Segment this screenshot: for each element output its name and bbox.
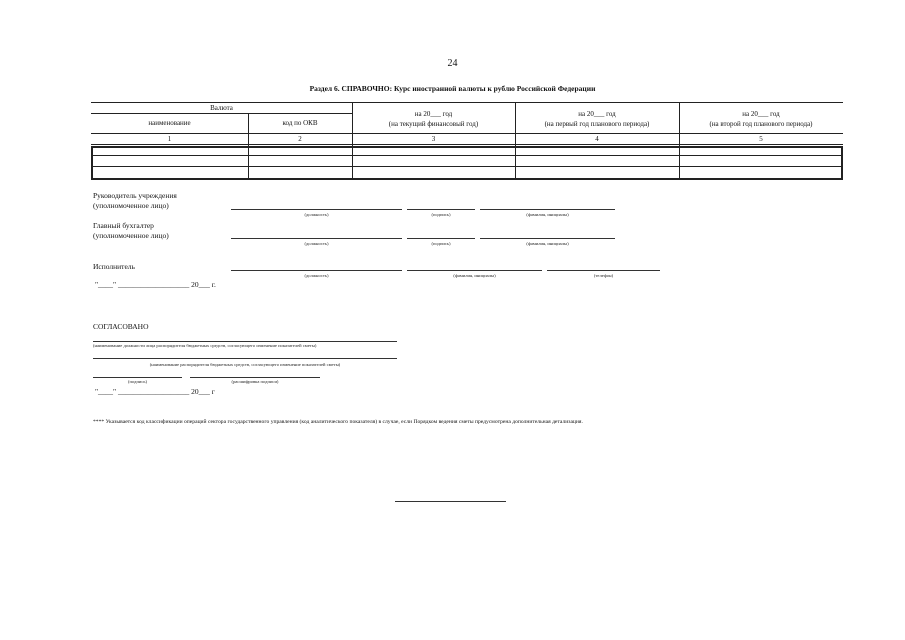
head-position-line[interactable] [231, 209, 402, 210]
accountant-signature-line[interactable] [407, 238, 475, 239]
caption-position: (должность) [304, 241, 329, 246]
approval-title: СОГЛАСОВАНО [93, 322, 149, 331]
caption-name: (фамилия, инициалы) [453, 273, 496, 278]
header-current-year: на 20___ год [414, 110, 453, 118]
column-number: 3 [431, 135, 436, 143]
column-number: 4 [595, 135, 599, 143]
approval-date[interactable]: "____" ___________________ 20___ г [95, 387, 215, 396]
caption-approval-official: (наименование должности лица распорядителя бюджетных средств, согласующего изменение показателей сметы) [93, 343, 317, 348]
head-signature-line[interactable] [407, 209, 475, 210]
accountant-name-line[interactable] [480, 238, 615, 239]
caption-name: (фамилия, инициалы) [526, 212, 569, 217]
executor-position-line[interactable] [231, 270, 402, 271]
head-name-line[interactable] [480, 209, 615, 210]
header-first-plan-year-note: (на первый год планового периода) [544, 120, 650, 128]
caption-position: (должность) [304, 273, 329, 278]
header-second-plan-year: на 20___ год [742, 110, 780, 118]
column-number: 2 [298, 135, 302, 143]
approval-decode-line[interactable] [190, 377, 320, 378]
header-name: наименование [148, 119, 191, 127]
accountant-title: Главный бухгалтер [93, 221, 154, 230]
accountant-position-line[interactable] [231, 238, 402, 239]
caption-signature: (подпись) [431, 212, 451, 217]
column-number: 1 [167, 135, 172, 143]
footnote: **** Указывается код классификации операций сектора государственного управления (код аналитического показателя) в случае, если Порядком ведения сметы предусмотрена дополнительная детализация. [93, 419, 583, 425]
caption-approval-decode: (расшифровка подписи) [231, 379, 279, 384]
head-title: Руководитель учреждения [93, 191, 177, 200]
bottom-divider [395, 501, 506, 502]
caption-approval-signature: (подпись) [127, 379, 148, 384]
page-number: 24 [447, 58, 458, 69]
table-row[interactable] [92, 156, 841, 166]
executor-title: Исполнитель [93, 262, 135, 271]
header-currency: Валюта [210, 104, 233, 112]
section-title: Раздел 6. СПРАВОЧНО: Курс иностранной валюты к рублю Российской Федерации [309, 84, 596, 93]
approval-official-line[interactable] [93, 341, 397, 342]
head-title-note: (уполномоченное лицо) [93, 201, 169, 210]
caption-approval-manager: (наименование распорядителя бюджетных средств, согласующего изменение показателей сметы) [149, 362, 341, 367]
caption-position: (должность) [304, 212, 329, 217]
approval-manager-line[interactable] [93, 358, 397, 359]
caption-signature: (подпись) [431, 241, 451, 246]
header-okv-code: код по ОКВ [282, 119, 318, 127]
header-second-plan-year-note: (на второй год планового периода) [709, 120, 813, 128]
approval-signature-line[interactable] [93, 377, 182, 378]
executor-phone-line[interactable] [547, 270, 660, 271]
accountant-title-note: (уполномоченное лицо) [93, 231, 169, 240]
caption-name: (фамилия, инициалы) [526, 241, 569, 246]
table-row[interactable] [92, 147, 841, 156]
header-first-plan-year: на 20___ год [578, 110, 616, 118]
column-number: 5 [759, 135, 763, 143]
header-current-year-note: (на текущий финансовый год) [388, 120, 479, 128]
currency-rate-table [91, 102, 843, 180]
executor-date[interactable]: "____" ___________________ 20___ г. [95, 280, 216, 289]
executor-name-line[interactable] [407, 270, 542, 271]
caption-phone: (телефон) [593, 273, 614, 278]
table-row[interactable] [92, 167, 841, 178]
